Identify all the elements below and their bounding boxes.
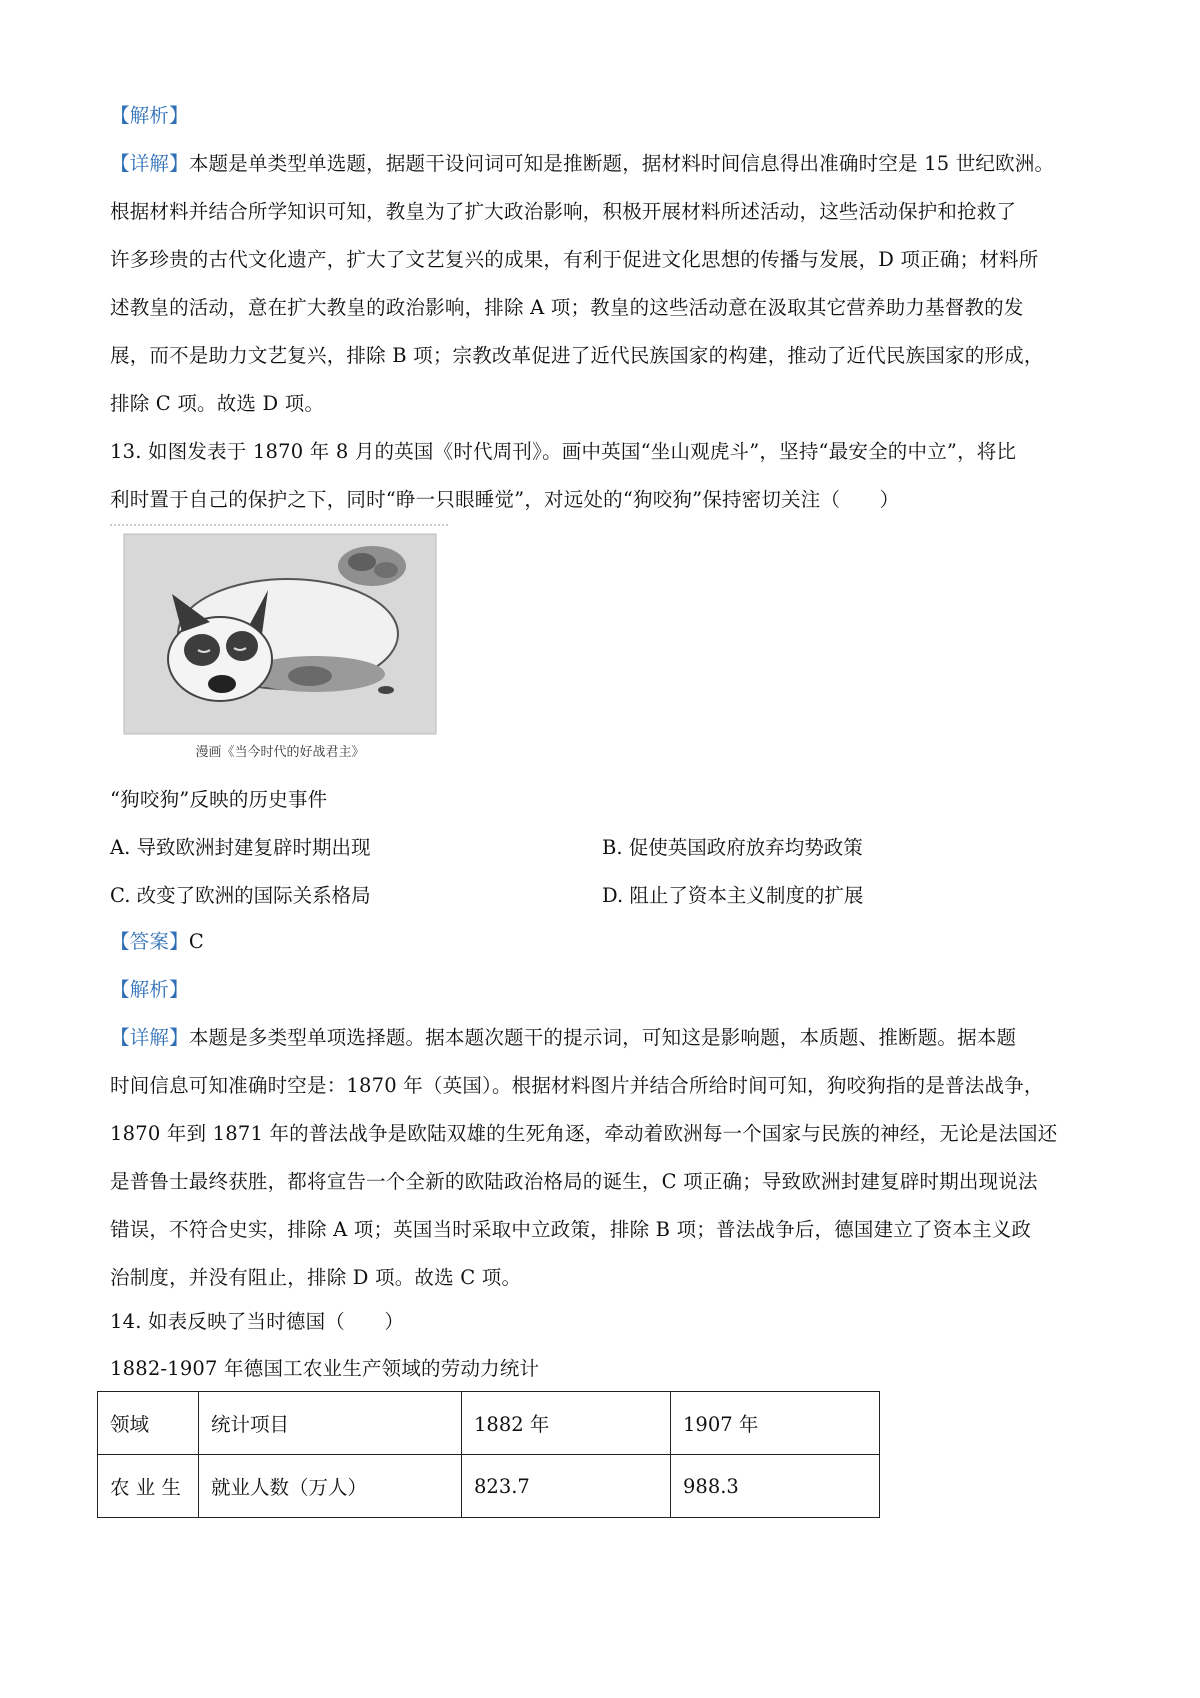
detail-line: 述教皇的活动，意在扩大教皇的政治影响，排除 A 项；教皇的这些活动意在汲取其它营养助力基督教的发 <box>110 296 1024 319</box>
detail-line: 是普鲁士最终获胜，都将宣告一个全新的欧陆政治格局的诞生，C 项正确；导致欧洲封建复辟时期出现说法 <box>110 1170 1038 1193</box>
q13-stem: 利时置于自己的保护之下，同时“睁一只眼睡觉”，对远处的“狗咬狗”保持密切关注（ ） <box>110 488 900 511</box>
detail-line: 【详解】本题是单类型单选题，据题干设问词可知是推断题，据材料时间信息得出准确时空是 15 世纪欧洲。 <box>110 152 1055 175</box>
table-cell: 农 业 生 <box>98 1455 199 1518</box>
detail-line: 【详解】本题是多类型单项选择题。据本题次题干的提示词，可知这是影响题，本质题、推断题。据本题 <box>110 1026 1017 1049</box>
answer-line <box>110 929 204 955</box>
option-c: C. 改变了欧洲的国际关系格局 <box>110 884 371 907</box>
q13-stem: 13. 如图发表于 1870 年 8 月的英国《时代周刊》。画中英国“坐山观虎斗”，坚持“最安全的中立”，将比 <box>110 440 1017 463</box>
detail-label: 【详解】 <box>110 1026 189 1049</box>
table-row <box>98 1455 880 1518</box>
jiexi-label: 【解析】 <box>110 978 189 1001</box>
cartoon-dog-figure <box>110 524 450 764</box>
detail-line: 治制度，并没有阻止，排除 D 项。故选 C 项。 <box>110 1266 522 1289</box>
detail-line: 1870 年到 1871 年的普法战争是欧陆双雄的生死角逐，牵动着欧洲每一个国家与民族的神经，无论是法国还 <box>110 1122 1058 1145</box>
table-header-row <box>98 1392 880 1455</box>
table-cell: 领域 <box>98 1392 199 1455</box>
detail-line: 根据材料并结合所学知识可知，教皇为了扩大政治影响，积极开展材料所述活动，这些活动保护和抢救了 <box>110 200 1017 223</box>
table-cell: 1907 年 <box>671 1392 880 1455</box>
detail-line: 展，而不是助力文艺复兴，排除 B 项；宗教改革促进了近代民族国家的构建，推动了近代民族国家的形成， <box>110 344 1044 367</box>
answer-label: 【答案】 <box>110 930 189 953</box>
table-title: 1882-1907 年德国工农业生产领域的劳动力统计 <box>110 1357 540 1380</box>
q13-question: “狗咬狗”反映的历史事件 <box>110 788 328 811</box>
detail-label: 【详解】 <box>110 152 189 175</box>
detail-line: 时间信息可知准确时空是：1870 年（英国）。根据材料图片并结合所给时间可知，狗咬狗指的是普法战争， <box>110 1074 1044 1097</box>
figure-caption: 漫画《当今时代的好战君主》 <box>195 745 365 760</box>
labor-table <box>97 1391 880 1518</box>
answer-value: C <box>188 930 204 953</box>
table-cell: 统计项目 <box>199 1392 462 1455</box>
detail-line: 排除 C 项。故选 D 项。 <box>110 392 325 415</box>
detail-line: 错误，不符合史实，排除 A 项；英国当时采取中立政策，排除 B 项；普法战争后，德国建立了资本主义政 <box>110 1218 1032 1241</box>
q14-stem: 14. 如表反映了当时德国（ ） <box>110 1310 405 1333</box>
table-cell: 就业人数（万人） <box>199 1455 462 1518</box>
table-cell: 1882 年 <box>462 1392 671 1455</box>
table-cell: 823.7 <box>462 1455 671 1518</box>
detail-line: 许多珍贵的古代文化遗产，扩大了文艺复兴的成果，有利于促进文化思想的传播与发展，D 项正确；材料所 <box>110 248 1039 271</box>
option-b: B. 促使英国政府放弃均势政策 <box>602 836 863 859</box>
option-d: D. 阻止了资本主义制度的扩展 <box>602 884 864 907</box>
table-cell: 988.3 <box>671 1455 880 1518</box>
jiexi-label: 【解析】 <box>110 104 189 127</box>
option-a: A. 导致欧洲封建复辟时期出现 <box>110 836 371 859</box>
